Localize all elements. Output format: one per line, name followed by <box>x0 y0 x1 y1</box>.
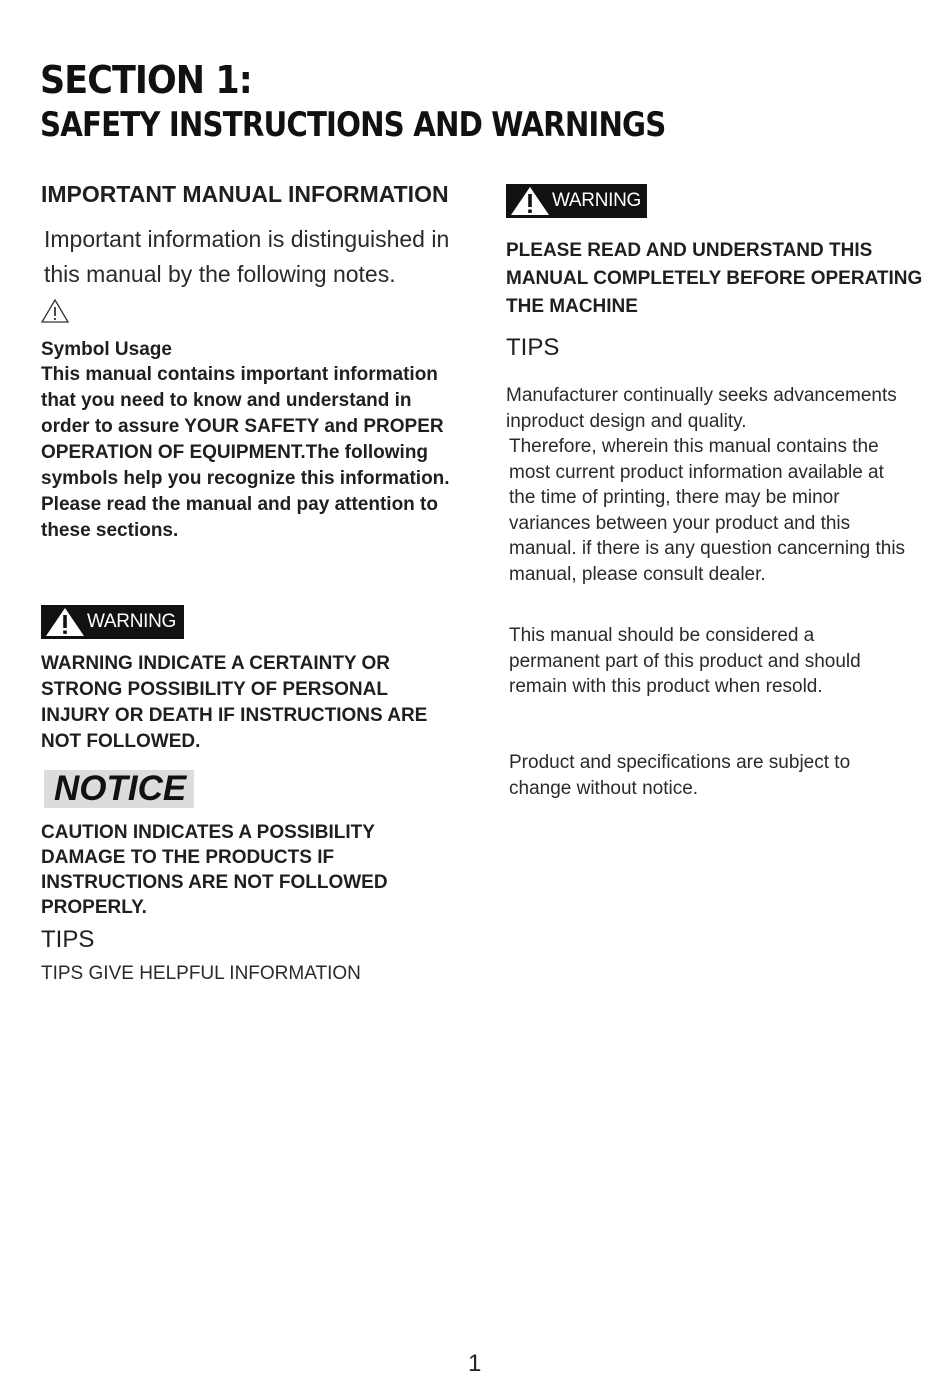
warning-badge <box>41 605 184 639</box>
intro-text: Important information is distinguished in this manual by the following notes. <box>44 226 450 287</box>
page-number: 1 <box>468 1350 482 1377</box>
read-manual-warning: PLEASE READ AND UNDERSTAND THIS MANUAL COMPLETELY BEFORE OPERATING THE MACHINE <box>506 240 923 317</box>
permanent-part-paragraph: This manual should be considered a permanent part of this product and should remain with this product when resold. <box>509 625 861 697</box>
section-subtitle: SAFETY INSTRUCTIONS AND WARNINGS <box>40 105 666 145</box>
specifications-paragraph: Product and specifications are subject to change without notice. <box>509 752 851 799</box>
symbol-usage-title: Symbol Usage <box>41 339 172 360</box>
caution-description: CAUTION INDICATES A POSSIBILITY DAMAGE TO THE PRODUCTS IF INSTRUCTIONS ARE NOT FOLLOWED PROPERLY. <box>41 822 388 918</box>
manufacturer-line-1: Manufacturer continually seeks advancements <box>506 385 897 406</box>
tips-description: TIPS GIVE HELPFUL INFORMATION <box>41 963 361 984</box>
manufacturer-line-2: inproduct design and quality. <box>506 411 747 432</box>
tips-heading-left: TIPS <box>41 926 95 953</box>
warning-description: WARNING INDICATE A CERTAINTY OR STRONG POSSIBILITY OF PERSONAL INJURY OR DEATH IF INSTRUCTIONS ARE NOT FOLLOWED. <box>41 653 428 752</box>
warning-label: WARNING <box>87 611 177 632</box>
warning-triangle-filled-icon <box>510 186 550 216</box>
warning-label-right: WARNING <box>552 190 642 211</box>
section-title: SECTION 1: <box>40 58 252 102</box>
tips-heading-right: TIPS <box>506 334 560 361</box>
manufacturer-paragraph: Therefore, wherein this manual contains the most current product information available at the time of printing, there may be minor variances between your product and this manual. if there is any question cancerning this manual, please consult dealer. <box>509 436 906 585</box>
symbol-usage-body: This manual contains important information that you need to know and understand in order to assure YOUR SAFETY and PROPER OPERATION OF EQUIPMENT.The following symbols help you recognize this information. Please read the manual and pay attention to these sections. <box>41 364 450 541</box>
notice-badge: NOTICE <box>44 770 194 808</box>
warning-triangle-outline-icon <box>40 298 70 329</box>
warning-badge-right <box>506 184 647 218</box>
important-manual-heading: IMPORTANT MANUAL INFORMATION <box>41 181 449 207</box>
warning-triangle-filled-icon <box>45 607 85 637</box>
